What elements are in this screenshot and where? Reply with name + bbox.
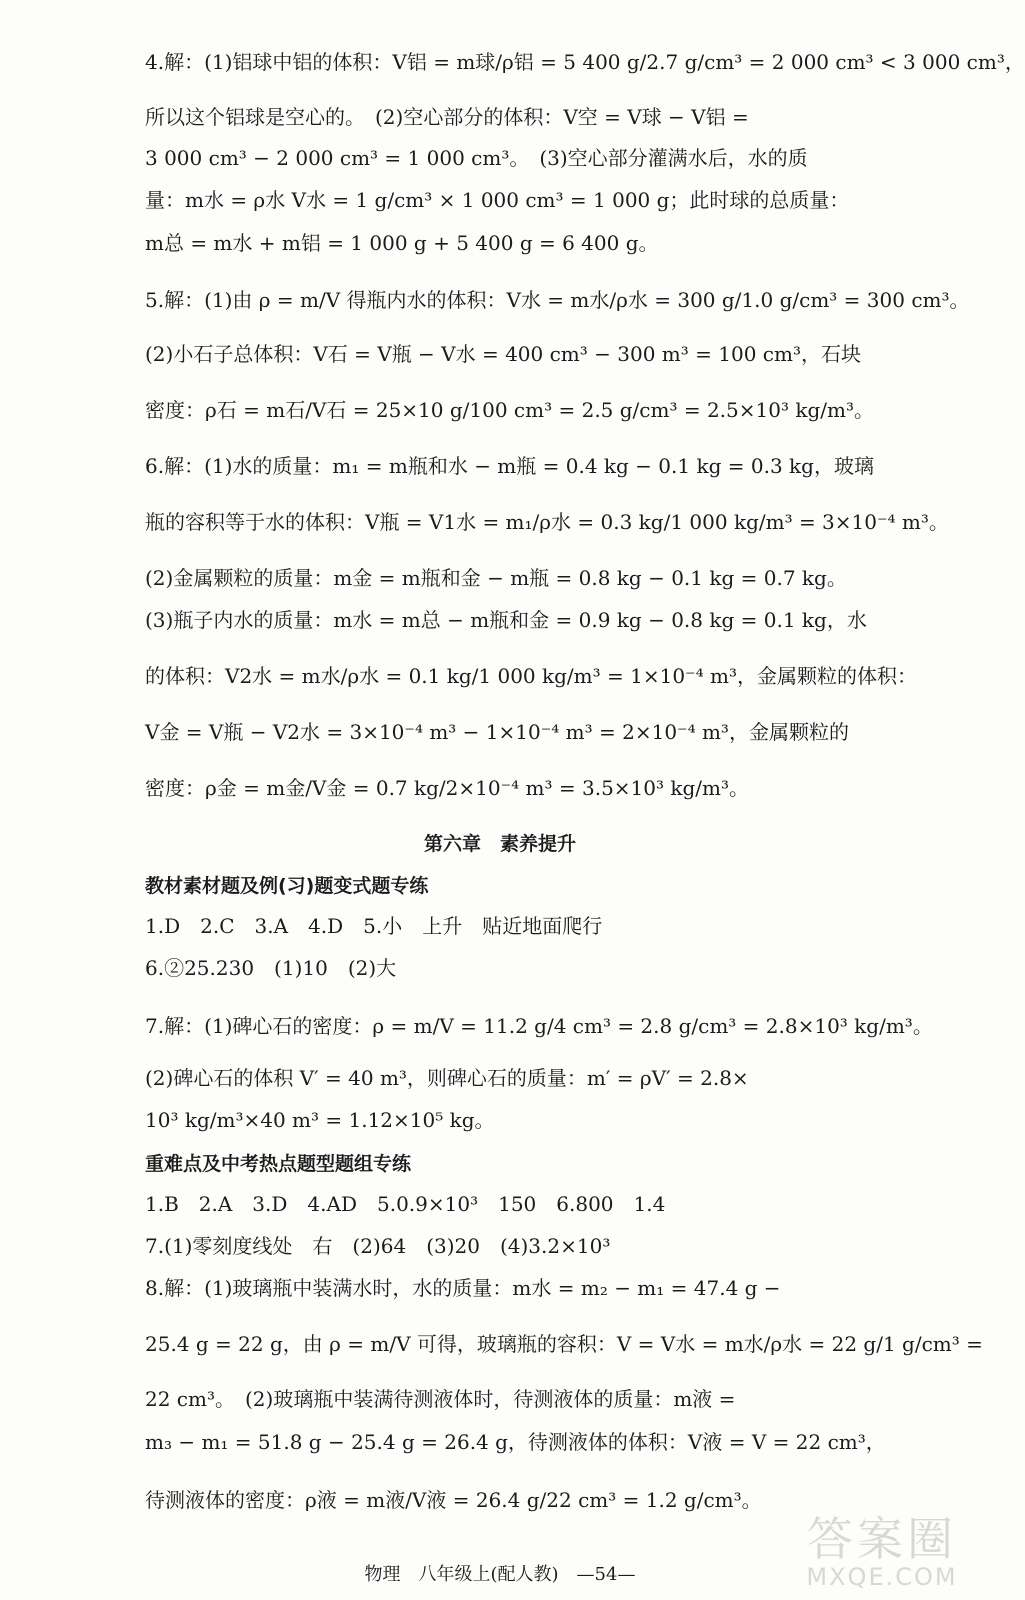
- text-line: 1.D 2.C 3.A 4.D 5.小 上升 贴近地面爬行: [145, 914, 603, 938]
- text-line: m₃ − m₁ = 51.8 g − 25.4 g = 26.4 g，待测液体的体积：V液 = V = 22 cm³，: [145, 1430, 886, 1454]
- text-line: 8.解：(1)玻璃瓶中装满水时，水的质量：m水 = m₂ − m₁ = 47.4 g −: [145, 1276, 781, 1300]
- text-line: 的体积：V2水 = m水/ρ水 = 0.1 kg/1 000 kg/m³ = 1×10⁻⁴ m³，金属颗粒的体积：: [145, 664, 917, 688]
- text-line: 待测液体的密度：ρ液 = m液/V液 = 26.4 g/22 cm³ = 1.2 g/cm³。: [145, 1488, 762, 1512]
- text-line: 22 cm³。 (2)玻璃瓶中装满待测液体时，待测液体的质量：m液 =: [145, 1387, 736, 1411]
- text-line: 7.(1)零刻度线处 右 (2)64 (3)20 (4)3.2×10³: [145, 1234, 611, 1258]
- section-title: 教材素材题及例(习)题变式题专练: [145, 875, 429, 897]
- text-line: (3)瓶子内水的质量：m水 = m总 − m瓶和金 = 0.9 kg − 0.8 kg = 0.1 kg，水: [145, 608, 867, 632]
- text-line: 5.解：(1)由 ρ = m/V 得瓶内水的体积：V水 = m水/ρ水 = 300 g/1.0 g/cm³ = 300 cm³。: [145, 288, 970, 312]
- text-line: 4.解：(1)铝球中铝的体积：V铝 = m球/ρ铝 = 5 400 g/2.7 g/cm³ = 2 000 cm³ < 3 000 cm³，: [145, 50, 1025, 74]
- text-line: (2)金属颗粒的质量：m金 = m瓶和金 − m瓶 = 0.8 kg − 0.1 kg = 0.7 kg。: [145, 566, 847, 590]
- text-line: 密度：ρ金 = m金/V金 = 0.7 kg/2×10⁻⁴ m³ = 3.5×10³ kg/m³。: [145, 776, 750, 800]
- text-line: (2)小石子总体积：V石 = V瓶 − V水 = 400 cm³ − 300 m³ = 100 cm³，石块: [145, 342, 861, 366]
- text-line: 1.B 2.A 3.D 4.AD 5.0.9×10³ 150 6.800 1.4: [145, 1192, 666, 1216]
- watermark-url-text: MXQE.COM: [806, 1563, 958, 1591]
- text-line: 25.4 g = 22 g，由 ρ = m/V 可得，玻璃瓶的容积：V = V水 = m水/ρ水 = 22 g/1 g/cm³ =: [145, 1332, 983, 1356]
- text-line: m总 = m水 + m铝 = 1 000 g + 5 400 g = 6 400 g。: [145, 231, 659, 255]
- watermark-logo-text: 答案圈: [807, 1512, 957, 1566]
- page-footer: 物理 八年级上(配人教) —54—: [364, 1564, 636, 1585]
- text-line: V金 = V瓶 − V2水 = 3×10⁻⁴ m³ − 1×10⁻⁴ m³ = 2×10⁻⁴ m³，金属颗粒的: [145, 720, 849, 744]
- text-line: (2)碑心石的体积 V′ = 40 m³，则碑心石的质量：m′ = ρV′ = 2.8×: [145, 1066, 749, 1090]
- text-line: 3 000 cm³ − 2 000 cm³ = 1 000 cm³。 (3)空心部分灌满水后，水的质: [145, 146, 808, 170]
- text-line: 量：m水 = ρ水 V水 = 1 g/cm³ × 1 000 cm³ = 1 000 g；此时球的总质量：: [145, 188, 850, 212]
- text-line: 7.解：(1)碑心石的密度：ρ = m/V = 11.2 g/4 cm³ = 2.8 g/cm³ = 2.8×10³ kg/m³。: [145, 1014, 933, 1038]
- text-line: 10³ kg/m³×40 m³ = 1.12×10⁵ kg。: [145, 1108, 495, 1132]
- text-line: 6.解：(1)水的质量：m₁ = m瓶和水 − m瓶 = 0.4 kg − 0.1 kg = 0.3 kg，玻璃: [145, 454, 874, 478]
- text-line: 所以这个铝球是空心的。 (2)空心部分的体积：V空 = V球 − V铝 =: [145, 105, 749, 129]
- section-title: 重难点及中考热点题型题组专练: [145, 1153, 412, 1175]
- site-watermark: [782, 1514, 982, 1592]
- chapter-title: 第六章 素养提升: [423, 833, 576, 855]
- text-line: 密度：ρ石 = m石/V石 = 25×10 g/100 cm³ = 2.5 g/cm³ = 2.5×10³ kg/m³。: [145, 398, 874, 422]
- text-line: 瓶的容积等于水的体积：V瓶 = V1水 = m₁/ρ水 = 0.3 kg/1 000 kg/m³ = 3×10⁻⁴ m³。: [145, 510, 949, 534]
- text-line: 6.②25.230 (1)10 (2)大: [145, 956, 397, 980]
